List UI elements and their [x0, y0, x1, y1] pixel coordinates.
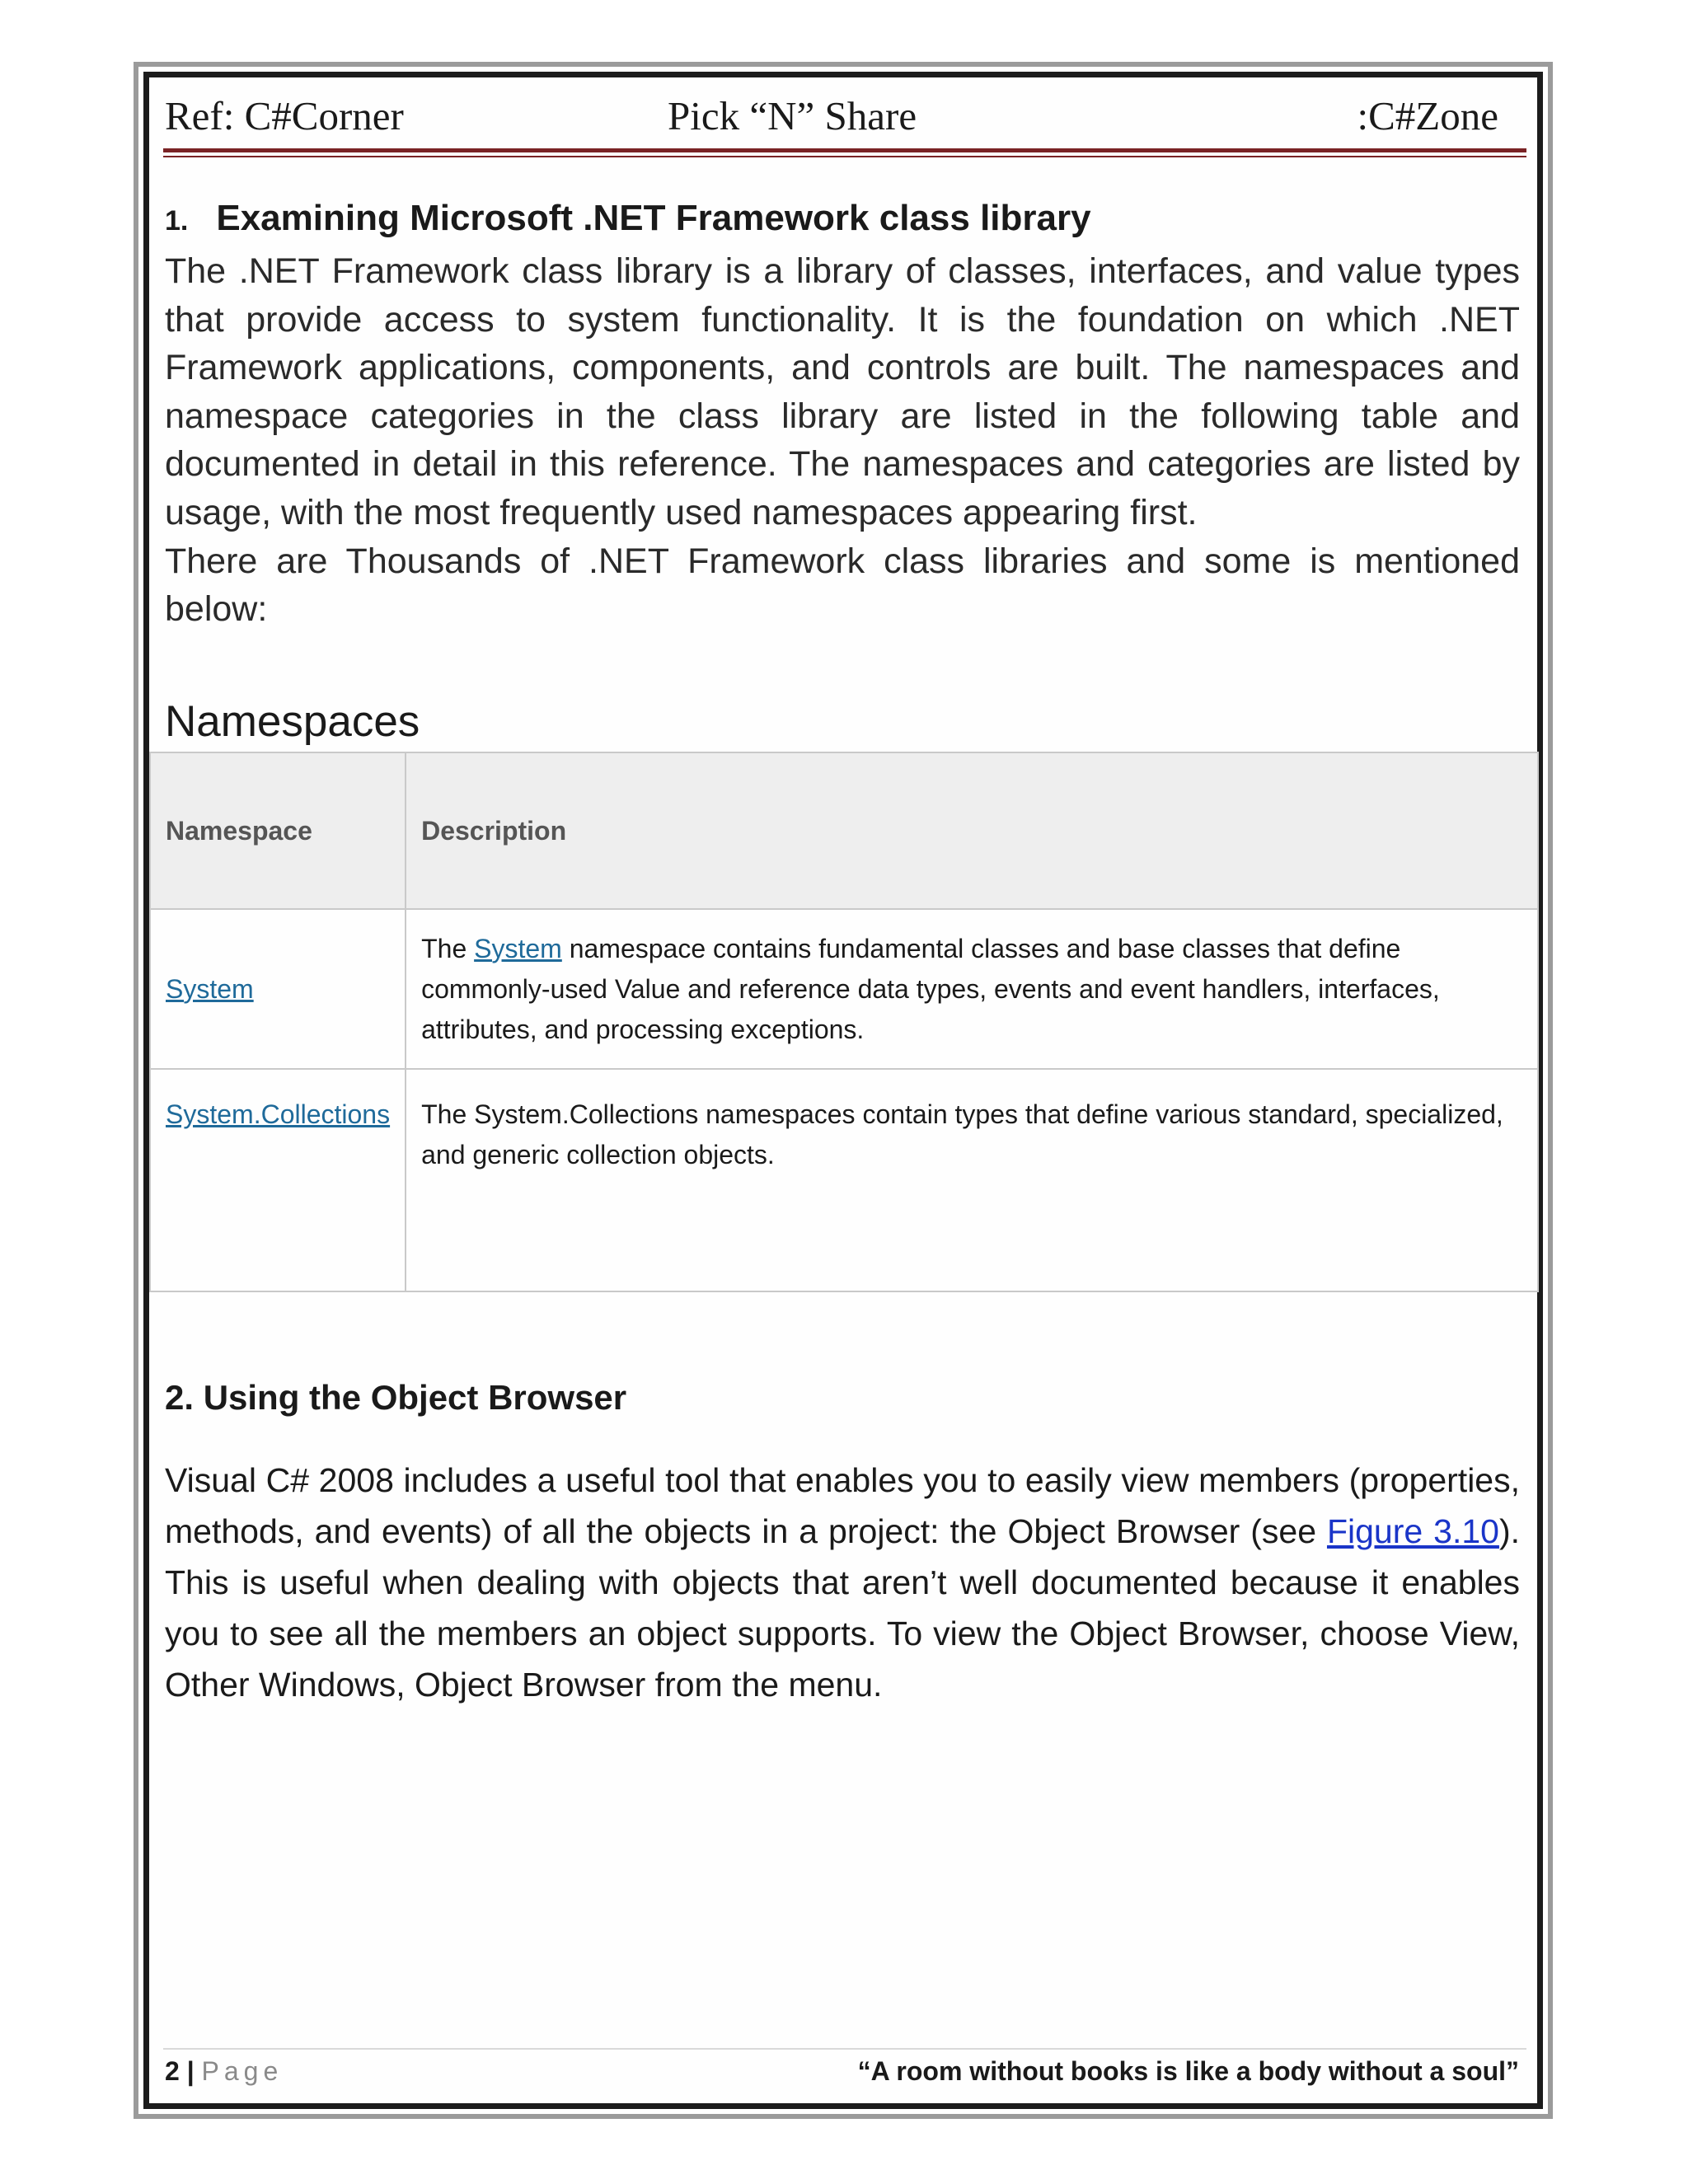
section1-heading [165, 198, 1091, 239]
section1-title: Examining Microsoft .NET Framework class library [216, 198, 1091, 238]
table-row [150, 909, 1538, 1069]
description-link-system[interactable]: System [474, 933, 562, 963]
description-cell [406, 909, 1538, 1069]
namespace-cell [150, 1069, 406, 1291]
table-row [150, 1069, 1538, 1291]
header-rule-thin [163, 156, 1526, 157]
description-cell: The System.Collections namespaces contain types that define various standard, specialized, and generic collection objects. [406, 1069, 1538, 1291]
figure-link[interactable]: Figure 3.10 [1326, 1512, 1499, 1550]
section1-paragraph-1: The .NET Framework class library is a library of classes, interfaces, and value types that provide access to system functionality. It is the foundation on which .NET Framework applications, components, and controls are built. The namespaces and namespace categories in the class library are listed in the following table and documented in detail in this reference. The namespaces and categories are listed by usage, with the most frequently used namespaces appearing first. [165, 251, 1520, 532]
section1-number: 1. [165, 205, 189, 237]
header-title: Pick “N” Share [668, 93, 917, 138]
section2-text: Visual C# 2008 includes a useful tool that enables you to easily view members (properties, methods, and events) of all the objects in a project: the Object Browser (see [165, 1461, 1520, 1550]
page-number [165, 2056, 283, 2087]
namespaces-title: Namespaces [165, 697, 420, 746]
header-rule-thick [163, 148, 1526, 152]
footer-rule [163, 2048, 1526, 2050]
page-separator: | [179, 2056, 202, 2086]
header-zone: :C#Zone [1357, 93, 1498, 138]
page-label: Page [201, 2056, 284, 2086]
header-ref: Ref: C#Corner [165, 93, 404, 138]
section2-text: ). This is useful when dealing with objects that aren’t well documented because it enables you to see all the members an object supports. To view the Object Browser, choose View, Other Windows, Object Browser from the menu. [165, 1512, 1520, 1704]
section2-heading: 2. Using the Object Browser [165, 1378, 627, 1417]
section1-body [165, 247, 1520, 634]
description-text: namespace contains fundamental classes and base classes that define commonly-used Value and reference data types, events and event handlers, interfaces, attributes, and processing exceptions. [421, 933, 1440, 1044]
section1-paragraph-2: There are Thousands of .NET Framework class libraries and some is mentioned below: [165, 541, 1520, 630]
header-namespace: Namespace [150, 752, 406, 909]
table-header-row [150, 752, 1538, 909]
namespaces-table [149, 752, 1539, 1292]
header-description: Description [406, 752, 1538, 909]
section2-paragraph [165, 1455, 1520, 1710]
namespace-link-system-collections[interactable]: System.Collections [166, 1099, 391, 1129]
namespace-link-system[interactable]: System [166, 973, 254, 1004]
footer-quote: “A room without books is like a body without a soul” [857, 2056, 1519, 2086]
page-number-value: 2 [165, 2056, 180, 2086]
namespace-cell [150, 909, 406, 1069]
description-text: The [421, 933, 475, 963]
